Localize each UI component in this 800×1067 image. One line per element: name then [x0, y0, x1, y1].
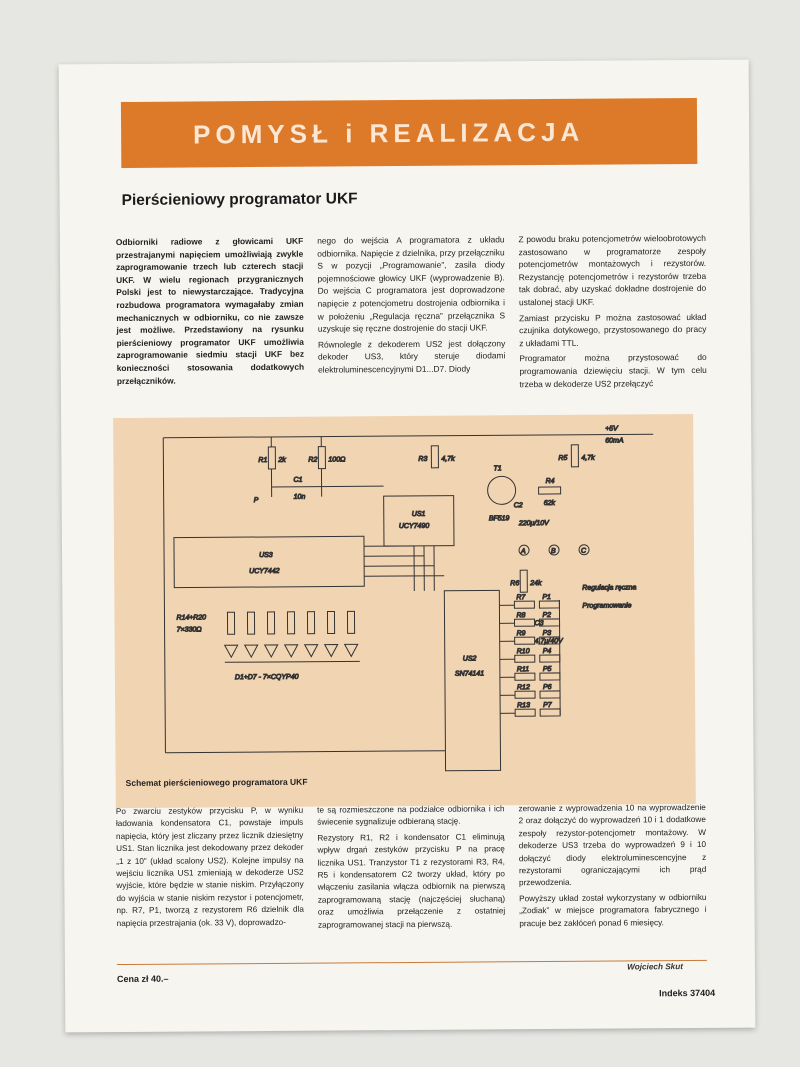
- c3-value: 4,7μ/40V: [534, 637, 563, 646]
- us2-label: US2: [462, 655, 477, 663]
- supply-voltage: +5V: [605, 425, 618, 433]
- r6-label: R6: [510, 580, 520, 588]
- p1-label: P1: [542, 593, 551, 602]
- r6-value: 24k: [530, 580, 542, 588]
- r8-label: R8: [516, 612, 526, 620]
- paragraph: te są rozmieszczone na podziałce odbiornika i ich świecenie sygnalizuje odbieraną stację.: [317, 804, 505, 828]
- t1-label: T1: [493, 465, 502, 473]
- r4-value: 62k: [543, 499, 556, 508]
- c2-value: 220μ/10V: [518, 520, 549, 528]
- r3-label: R3: [418, 455, 428, 463]
- paragraph: Po zwarciu zestyków przycisku P, w wyniku ładowania kondensatora C1, powstaje impuls napięcia, który jest zliczany przez licznik dziesiętny US1. Stan licznika jest dekodowany przez dekoder „1 z 10” (układ scalony US2). Kolejne impulsy na wejściu licznika US1 zmieniają w dekoderze US2 wyjście, które będzie w stanie niskim. Przyłączony do wyjścia w stanie niskim rezystor i potencjometr, np. R7, P1, tworzą z rezystorem R6 dzielnik dla napięcia przestrajania (ok. 33 V), doprowadzo-: [115, 805, 304, 928]
- r12-label: R12: [516, 684, 530, 692]
- body-columns: [116, 802, 707, 936]
- schematic-caption: Schemat pierścieniowego programatora UKF: [125, 776, 308, 788]
- input-c-label: C: [581, 547, 587, 555]
- schematic-drawing: [113, 414, 696, 808]
- us2-chip: [444, 590, 500, 770]
- p3-label: P3: [542, 629, 552, 638]
- r5-label: R5: [558, 454, 568, 462]
- r9-label: R9: [516, 630, 526, 638]
- c3-label: C3: [534, 620, 544, 628]
- paragraph: zerowanie z wyprowadzenia 10 na wyprowadzenie 2 oraz dołączyć do wyprowadzeń 10 i 1 dodatkowe zespoły rezystor-potencjometr montażowy. W dekoderze US3 trzeba do wyprowadzeń 9 i 10 dołączyć diody elektroluminescencyjne z rezystorami ograniczającymi ich prąd przewodzenia.: [518, 802, 707, 888]
- paragraph: Zamiast przycisku P można zastosować układ czujnika dotykowego, przystosowanego do pracy z układami TTL.: [519, 311, 707, 348]
- body-column-2: [317, 803, 505, 934]
- supply-current: 60mA: [605, 437, 624, 445]
- r3-value: 4,7k: [441, 455, 455, 463]
- section-banner: [121, 98, 697, 168]
- us1-chip: [384, 496, 454, 546]
- intro-column-2: [317, 233, 505, 394]
- r4-label: R4: [545, 477, 555, 486]
- c2-label: C2: [513, 502, 523, 510]
- intro-column-1: [116, 235, 304, 396]
- c1-label: C1: [293, 476, 303, 484]
- r5-value: 4,7k: [581, 454, 595, 462]
- paragraph: Powyższy układ został wykorzystany w odbiorniku „Zodiak” w miejsce programatora fabrycznego i pracuje bez zakłóceń ponad 6 miesięcy.: [519, 892, 707, 928]
- us1-label: US1: [411, 510, 426, 518]
- paragraph: Rezystory R1, R2 i kondensator C1 eliminują wpływ drgań zestyków przycisku P na pracę licznika US1. Tranzystor T1 z rezystorami R3, R4, R5 i kondensatorem C2 tworzy układ, który po włączeniu zasilania włącza odbiornik na pierwszą zaprogramowaną stację (najczęściej słuchaną) oraz umożliwia przełączenie z ostatniej zaprogramowanej stacji na pierwszą.: [317, 832, 506, 930]
- us1-type: UCY7490: [398, 522, 430, 531]
- p7-label: P7: [543, 701, 552, 710]
- intro-column-3: [518, 232, 706, 393]
- r1-value: 2k: [278, 456, 286, 464]
- r7-label: R7: [516, 594, 526, 602]
- article-title: Pierścieniowy programator UKF: [121, 190, 358, 209]
- us3-label: US3: [259, 551, 273, 560]
- t1-transistor: [488, 476, 516, 504]
- price: Cena zł 40.–: [116, 973, 169, 985]
- p5-label: P5: [542, 665, 552, 674]
- footer-rule: [117, 960, 707, 965]
- r13-label: R13: [517, 702, 530, 710]
- p-label: P: [253, 497, 259, 505]
- us3-chip: [174, 536, 364, 587]
- paragraph: nego do wejścia A programatora z układu odbiornika. Napięcie z dzielnika, przy przełączniku S w pozycji „Programowanie”, zasila diody pojemnościowe głowicy UKF (wyprowadzenie B). Do wejścia C programatora jest doprowadzone napięcie z potencjometru dostrojenia odbiornika i w położeniu „Regulacja ręczna” przełącznika S uzyskuje się ręczne dostrojenie do stacji UKF.: [317, 234, 506, 334]
- led-array: [224, 611, 359, 662]
- index-number: Indeks 37404: [659, 987, 716, 999]
- led-label: D1÷D7 - 7×CQYP40: [234, 673, 299, 682]
- input-a-label: A: [521, 548, 526, 556]
- banner-title: POMYSŁ i REALIZACJA: [193, 116, 585, 149]
- p4-label: P4: [542, 647, 552, 656]
- circuit-schematic: [113, 414, 696, 808]
- intro-lead: Odbiorniki radiowe z głowicami UKF przestrajanymi napięciem umożliwiają zwykle zaprogramowanie trzech lub czterech stacji UKF. W wielu regionach przygranicznych Polski jest to niewystarczające. Tradycyjna rozbudowa programatora wymagałaby zmian mechanicznych w odbiorniku, co nie zawsze jest możliwe. Przedstawiony na rysunku pierścieniowy programator UKF umożliwia zaprogramowanie siedmiu stacji UKF bez konieczności stosowania dodatkowych przełączników.: [115, 235, 305, 386]
- body-column-1: [116, 805, 304, 936]
- r14-r20-value: 7×330Ω: [176, 626, 202, 634]
- paragraph: Równolegle z dekoderem US2 jest dołączony dekoder US3, który steruje diodami elektroluminescencyjnymi D1...D7. Diody: [317, 338, 506, 375]
- us2-type: SN74141: [454, 670, 485, 678]
- magazine-page: [59, 60, 756, 1033]
- r2-value: 100Ω: [328, 456, 346, 464]
- r1-label: R1: [258, 456, 268, 465]
- p6-label: P6: [542, 683, 552, 692]
- r2-label: R2: [308, 456, 318, 464]
- switch-prog-label: Programowanie: [582, 602, 632, 610]
- r11-label: R11: [516, 666, 530, 674]
- input-b-label: B: [551, 547, 556, 555]
- r14-r20-label: R14÷R20: [176, 614, 207, 622]
- us3-type: UCY7442: [249, 567, 280, 576]
- body-column-3: [518, 802, 706, 933]
- paragraph: Programator można przystosować do programowania dziewięciu stacji. W tym celu trzeba w dekoderze US2 przełączyć: [519, 352, 707, 389]
- intro-columns: [116, 232, 707, 396]
- c1-value: 10n: [293, 493, 306, 501]
- r10-label: R10: [516, 648, 530, 656]
- author: Wojciech Skut: [627, 962, 683, 972]
- switch-manual-label: Regulacja ręczna: [582, 584, 637, 592]
- p2-label: P2: [542, 611, 552, 620]
- t1-type: BF519: [488, 515, 510, 523]
- paragraph: Z powodu braku potencjometrów wieloobrotowych zastosowano w programatorze zespoły potencjometrów montażowych i rezystorów. Rezystancję potencjometrów i rezystorów trzeba tak dobrać, aby uzyskać dokładne dostrojenie do ustalonej stacji UKF.: [518, 232, 707, 308]
